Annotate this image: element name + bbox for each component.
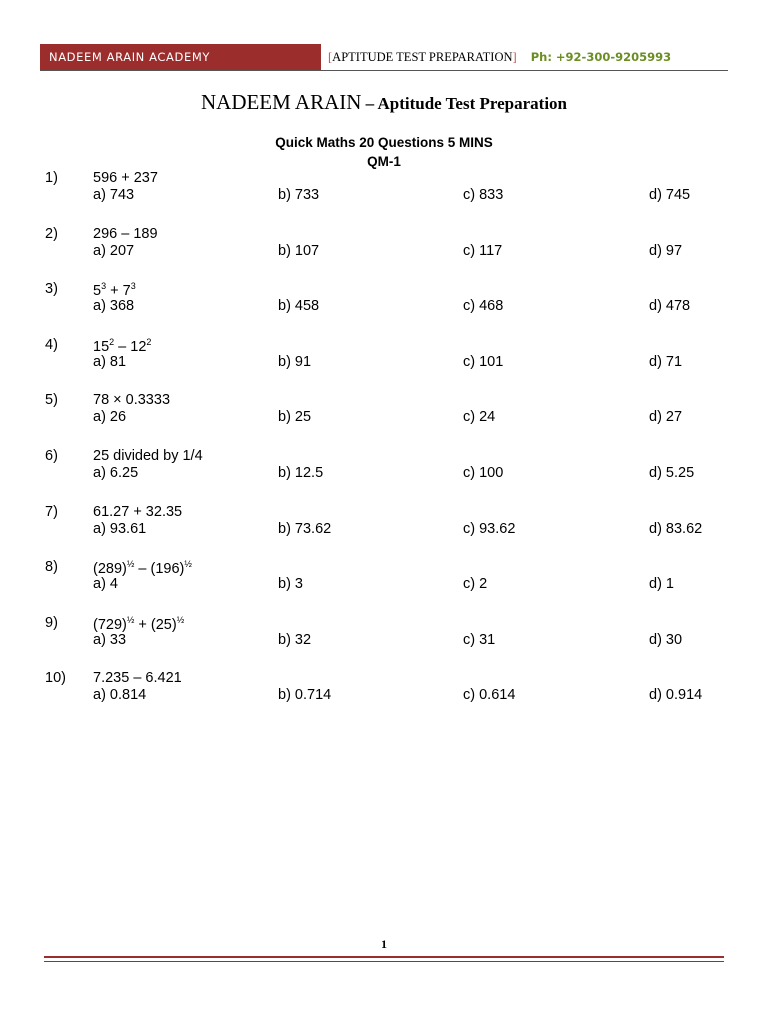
option-d: d) 478 [649,298,691,315]
question-number: 3) [45,281,58,298]
phone-number: Ph: +92-300-9205993 [530,50,672,64]
option-c: c) 0.614 [463,687,516,704]
exponent: ½ [184,559,192,570]
question-number: 6) [45,448,58,464]
option-b: b) 32 [278,631,312,648]
bracket-close: ] [512,50,517,64]
question-part: + (25) [134,616,177,633]
question-text: 296 – 189 [93,225,158,242]
title-sub: – Aptitude Test Preparation [361,94,567,113]
footer-divider [44,956,724,958]
option-d: d) 745 [649,187,691,203]
question-part: 5 [93,283,102,300]
option-c: c) 2 [463,576,488,593]
question-text: 25 divided by 1/4 [93,448,203,464]
title-main: NADEEM ARAIN [200,90,362,114]
question-text [93,337,151,355]
header-right [328,50,671,65]
question-number: 1) [45,170,58,186]
exponent: ½ [126,559,135,570]
option-b: b) 12.5 [278,465,324,481]
question-text [93,615,184,633]
header-prep-text: APTITUDE TEST PREPARATION [332,50,513,64]
option-d: d) 5.25 [649,465,695,481]
question-text: 61.27 + 32.35 [93,503,183,520]
option-b: b) 0.714 [278,687,332,704]
option-c: c) 31 [463,631,496,648]
option-a: a) 26 [93,409,127,426]
option-c: c) 833 [463,187,504,203]
option-a: a) 4 [93,576,118,593]
question-number: 8) [45,559,58,576]
option-d: d) 0.914 [649,687,703,704]
quiz-code: QM-1 [367,154,401,169]
question-part: – 12 [114,338,147,355]
option-a: a) 0.814 [93,687,147,704]
question-number: 4) [45,336,58,353]
exponent: ½ [176,614,185,625]
question-part: (289) [93,561,127,578]
option-d: d) 27 [649,409,683,426]
question-text [93,559,192,577]
option-b: b) 25 [278,409,312,426]
option-b: b) 458 [278,298,320,315]
quiz-subtitle: Quick Maths 20 Questions 5 MINS [275,135,493,150]
header-divider [40,70,728,71]
question-text: 7.235 – 6.421 [93,670,182,687]
option-d: d) 1 [649,576,674,593]
exponent: 2 [109,336,115,347]
option-a: a) 368 [93,298,135,315]
option-b: b) 73.62 [278,520,332,537]
option-c: c) 101 [463,353,504,370]
exponent: 3 [101,281,107,292]
option-c: c) 117 [463,242,503,259]
question-part: + 7 [106,283,131,300]
question-text: 78 × 0.3333 [93,392,171,409]
exponent: 3 [130,281,136,292]
option-b: b) 733 [278,187,320,203]
option-c: c) 24 [463,409,496,426]
option-a: a) 6.25 [93,465,139,481]
option-a: a) 743 [93,187,135,203]
option-d: d) 30 [649,631,683,648]
question-text: 596 + 237 [93,170,158,186]
page-number: 1 [381,937,387,951]
question-part: 15 [93,338,110,355]
option-a: a) 207 [93,242,135,259]
option-b: b) 107 [278,242,320,259]
exponent: ½ [126,614,135,625]
option-c: c) 100 [463,465,504,481]
bracket-open: [ [328,50,333,64]
question-number: 7) [45,503,58,520]
academy-name: NADEEM ARAIN ACADEMY [49,50,210,64]
question-number: 9) [45,614,58,631]
option-a: a) 33 [93,631,127,648]
academy-banner [40,44,321,71]
option-b: b) 91 [278,353,312,370]
question-part: – (196) [134,561,185,578]
option-c: c) 468 [463,298,504,315]
question-text [93,281,136,299]
exponent: 2 [146,336,152,347]
footer-divider-thin [44,961,724,962]
option-b: b) 3 [278,576,303,593]
question-number: 10) [45,670,66,687]
question-number: 2) [45,225,58,242]
option-a: a) 81 [93,353,127,370]
page-title [0,90,768,115]
option-d: d) 83.62 [649,520,703,537]
option-d: d) 97 [649,242,683,259]
option-d: d) 71 [649,353,683,370]
question-part: (729) [93,616,127,633]
option-c: c) 93.62 [463,520,516,537]
question-number: 5) [45,392,58,409]
option-a: a) 93.61 [93,520,147,537]
